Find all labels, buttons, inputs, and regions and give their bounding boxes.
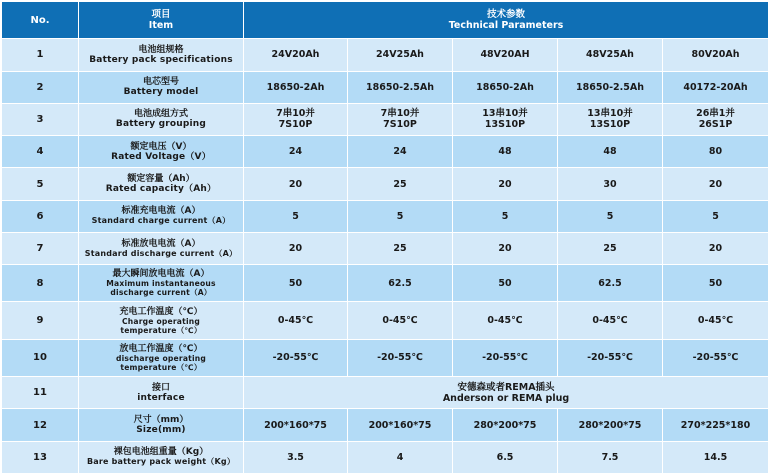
row-item (79, 232, 244, 264)
value-cell: 200*160*75 (244, 409, 348, 441)
value-cell (453, 103, 558, 135)
row-no: 6 (2, 200, 79, 232)
value-cell: 0-45℃ (244, 302, 348, 339)
item-cn: 接口 (151, 382, 170, 393)
value-cell: 280*200*75 (453, 409, 558, 441)
row-no: 5 (2, 168, 79, 200)
item-en: Size(mm) (136, 425, 186, 435)
value-cell: 80 (663, 136, 769, 168)
value-cell: 5 (244, 200, 348, 232)
table-row (2, 71, 769, 103)
table-row (2, 103, 769, 135)
item-cn: 尺寸（mm） (133, 415, 189, 425)
item-en: discharge operating (115, 353, 207, 363)
value-cn: 13串10并 (587, 108, 633, 120)
value-cell: 5 (348, 200, 453, 232)
item-en: Standard charge current（A） (91, 216, 231, 226)
row-no: 13 (2, 441, 79, 473)
row-no: 2 (2, 71, 79, 103)
item-en: Charge operating (121, 316, 201, 326)
value-cell: 18650-2.5Ah (558, 71, 663, 103)
value-cell: 3.5 (244, 441, 348, 473)
header-params (244, 2, 769, 39)
value-cell: 48 (558, 136, 663, 168)
row-item (79, 39, 244, 71)
value-en: 7S10P (278, 119, 313, 131)
header-row (2, 2, 769, 39)
table-row (2, 339, 769, 376)
battery-spec-table (1, 1, 769, 474)
value-cell: 4 (348, 441, 453, 473)
item-en: Standard discharge current（A） (84, 248, 238, 258)
table-row (2, 232, 769, 264)
value-en: 13S10P (589, 119, 631, 131)
value-cell: 18650-2Ah (453, 71, 558, 103)
value-cell: 0-45℃ (663, 302, 769, 339)
value-en: 13S10P (484, 119, 526, 131)
interface-value (244, 377, 769, 409)
value-cell: 25 (348, 168, 453, 200)
value-cell: 20 (244, 168, 348, 200)
row-no: 1 (2, 39, 79, 71)
value-cell: -20-55℃ (663, 339, 769, 376)
table-row (2, 168, 769, 200)
item-en: Rated Voltage（V） (111, 151, 211, 162)
item-en: Bare battery pack weight（Kg） (86, 457, 236, 467)
value-cn: 26串1并 (696, 108, 735, 120)
header-params-en: Technical Parameters (448, 20, 564, 32)
item-cn: 电池组规格 (138, 44, 184, 55)
item-en: discharge current（A） (110, 288, 212, 298)
row-item (79, 409, 244, 441)
value-cell: 7.5 (558, 441, 663, 473)
item-cn: 额定电压（V） (130, 141, 192, 152)
header-item (79, 2, 244, 39)
value-cell (348, 103, 453, 135)
value-cell: 25 (558, 232, 663, 264)
row-no: 12 (2, 409, 79, 441)
value-cell: 50 (244, 265, 348, 302)
item-cn: 放电工作温度（℃） (119, 343, 203, 354)
value-cell: -20-55℃ (453, 339, 558, 376)
value-cell (663, 103, 769, 135)
row-item (79, 339, 244, 376)
row-no: 8 (2, 265, 79, 302)
value-cell: 62.5 (558, 265, 663, 302)
row-item (79, 265, 244, 302)
value-cell: 18650-2.5Ah (348, 71, 453, 103)
item-cn: 标准放电电流（A） (121, 238, 201, 249)
value-cell: 50 (663, 265, 769, 302)
value-cell: 20 (663, 168, 769, 200)
header-no: No. (2, 2, 79, 39)
value-cell: 0-45℃ (453, 302, 558, 339)
value-cell: -20-55℃ (244, 339, 348, 376)
value-cell: 5 (558, 200, 663, 232)
header-item-cn: 项目 (151, 9, 171, 21)
value-cell: 20 (453, 232, 558, 264)
row-item (79, 103, 244, 135)
row-no: 7 (2, 232, 79, 264)
item-en: interface (137, 392, 185, 403)
value-cell: 270*225*180 (663, 409, 769, 441)
item-cn: 电芯型号 (142, 77, 179, 88)
row-item (79, 200, 244, 232)
item-cn: 标准充电电流（A） (121, 206, 201, 217)
item-cn: 充电工作温度（℃） (119, 306, 203, 317)
value-cell: -20-55℃ (348, 339, 453, 376)
value-cell: 40172-20Ah (663, 71, 769, 103)
row-no: 4 (2, 136, 79, 168)
value-cell: -20-55℃ (558, 339, 663, 376)
value-cell: 24 (348, 136, 453, 168)
header-params-cn: 技术参数 (487, 9, 526, 21)
value-cell: 48 (453, 136, 558, 168)
value-cn: 7串10并 (276, 108, 315, 120)
value-cell: 30 (558, 168, 663, 200)
item-en: Battery grouping (115, 119, 207, 130)
table-row (2, 39, 769, 71)
value-cn: 7串10并 (380, 108, 420, 120)
value-cell: 200*160*75 (348, 409, 453, 441)
item-en: Battery model (123, 87, 199, 98)
row-item (79, 71, 244, 103)
interface-cn: 安德森或者REMA插头 (457, 381, 555, 393)
row-no: 9 (2, 302, 79, 339)
value-cell: 24 (244, 136, 348, 168)
value-cell: 24V20Ah (244, 39, 348, 71)
value-cell: 80V20Ah (663, 39, 769, 71)
item-en: temperature（℃） (120, 325, 202, 335)
value-cell: 5 (453, 200, 558, 232)
row-no: 11 (2, 377, 79, 409)
header-item-en: Item (148, 20, 174, 32)
item-cn: 额定容量（Ah） (127, 174, 195, 184)
value-cell: 20 (453, 168, 558, 200)
row-no: 10 (2, 339, 79, 376)
table-row (2, 200, 769, 232)
item-cn: 电池成组方式 (133, 109, 188, 120)
interface-en: Anderson or REMA plug (442, 392, 570, 404)
table-row (2, 136, 769, 168)
row-item (79, 136, 244, 168)
value-cell: 6.5 (453, 441, 558, 473)
value-cell: 280*200*75 (558, 409, 663, 441)
value-cell: 50 (453, 265, 558, 302)
table-row (2, 302, 769, 339)
value-cell: 20 (663, 232, 769, 264)
value-cell: 0-45℃ (348, 302, 453, 339)
row-item (79, 168, 244, 200)
value-cell: 24V25Ah (348, 39, 453, 71)
table-row (2, 409, 769, 441)
value-cell: 5 (663, 200, 769, 232)
table-row (2, 441, 769, 473)
table-row (2, 377, 769, 409)
value-cell: 62.5 (348, 265, 453, 302)
value-en: 26S1P (698, 119, 733, 131)
row-item (79, 302, 244, 339)
value-cn: 13串10并 (482, 108, 528, 120)
value-cell: 14.5 (663, 441, 769, 473)
value-cell: 48V25Ah (558, 39, 663, 71)
item-en: temperature（℃） (120, 362, 202, 372)
value-cell (558, 103, 663, 135)
item-en: Rated capacity（Ah） (105, 184, 217, 194)
value-en: 7S10P (383, 119, 417, 131)
value-cell: 0-45℃ (558, 302, 663, 339)
table-row (2, 265, 769, 302)
item-en: Maximum instantaneous (106, 279, 216, 289)
value-cell: 48V20AH (453, 39, 558, 71)
item-en: Battery pack specifications (89, 54, 233, 65)
row-item (79, 441, 244, 473)
item-cn: 最大瞬间放电电流（A） (112, 269, 210, 280)
value-cell (244, 103, 348, 135)
row-no: 3 (2, 103, 79, 135)
value-cell: 20 (244, 232, 348, 264)
value-cell: 18650-2Ah (244, 71, 348, 103)
row-item (79, 377, 244, 409)
item-cn: 裸包电池组重量（Kg） (113, 447, 209, 458)
value-cell: 25 (348, 232, 453, 264)
